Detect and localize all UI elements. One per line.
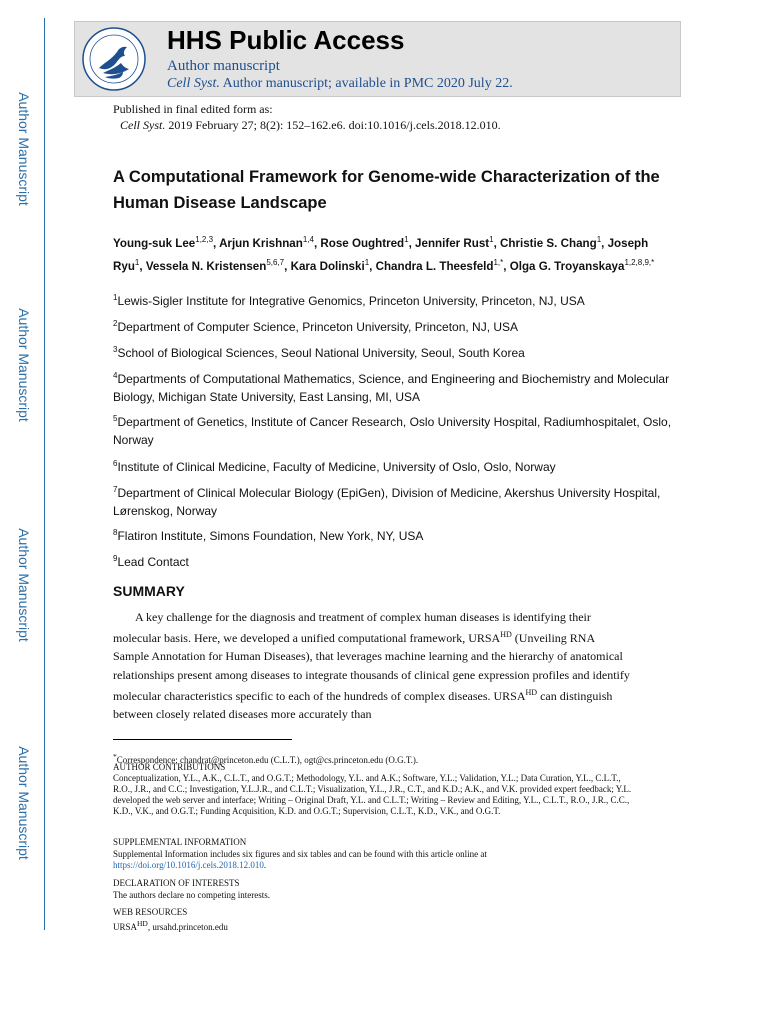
published-info: Published in final edited form as: Cell Syst. 2019 February 27; 8(2): 152–162.e6. doi:10.1016/j.cels.2018.12.010. <box>113 102 501 132</box>
author-name: Joseph Ryu <box>113 236 649 273</box>
author-name: Arjun Krishnan <box>219 236 303 250</box>
summary-heading: SUMMARY <box>113 583 185 599</box>
affiliation-8: $^8$Flatiron Institute, Simons Foundation, New York, NY, USA <box>113 528 424 543</box>
author-affiliation-marker: 5,6,7 <box>266 257 285 267</box>
declaration-text: The authors declare no competing interests. <box>113 890 270 900</box>
author-name: Olga G. Troyanskaya <box>509 259 625 273</box>
footnote-divider <box>113 739 292 740</box>
author-affiliation-marker: 1 <box>134 257 140 267</box>
affiliation-9: $^9$Lead Contact <box>113 554 189 569</box>
affiliation-3: $^3$School of Biological Sciences, Seoul National University, Seoul, South Korea <box>113 345 525 360</box>
author-name: Kara Dolinski <box>290 259 365 273</box>
contributions-text: Conceptualization, Y.L., A.K., C.L.T., and O.G.T.; Methodology, Y.L. and A.K.; Software, Y.L.; Validation, Y.L.; Data Curation, Y.L., C.L.T., R.O., J.R., and C.C.; Investigation, Y.L.J.R., and C.L.T.; Visualization, Y.L., J.R., C.T., and K.D.; A.K., and V.K. provided expert feedback; Y.L. developed the web server and interface; Writing – Original Draft, Y.L. and C.L.T.; Writing – Review and Editing, Y.L., C.L.T., R.O., J.R., C.C., K.D., V.K., and O.G.T.; Funding Acquisition, K.D. and O.G.T.; Supervision, C.L.T., K.D., V.K., and O.G.T. <box>113 773 632 816</box>
author-name: Christie S. Chang <box>500 236 597 250</box>
hhs-title: HHS Public Access <box>167 25 405 55</box>
availability-citation: Cell Syst. Author manuscript; available in PMC 2020 July 22. <box>167 76 513 91</box>
author-list: Young-suk Lee$^{1,2,3}$, Arjun Krishnan$^{1,4}$, Rose Oughtred$^1$, Jennifer Rust$^1$, Christie S. Chang$^1$, Joseph Ryu$^1$, Vessela N. Kristensen$^{5,6,7}$, Kara Dolinski$^1$, Chandra L. Theesfeld$^{1,*}$, Olga G. Troyanskaya$^{1,2,8,9,*}$ <box>113 235 655 273</box>
author-name: Chandra L. Theesfeld <box>375 259 494 273</box>
author-affiliation-marker: 1,4 <box>302 235 314 244</box>
side-label-1: Author Manuscript <box>16 92 33 206</box>
affiliation-7: $^7$Department of Clinical Molecular Biology (EpiGen), Division of Medicine, Akershus University Hospital, Lørenskog, Norway <box>113 485 661 518</box>
author-affiliation-marker: 1 <box>596 235 602 244</box>
margin-rule <box>44 18 45 930</box>
article-title: A Computational Framework for Genome-wide Characterization of the Human Disease Landscape <box>113 168 660 212</box>
author-manuscript-label: Author manuscript <box>167 58 280 74</box>
author-affiliation-marker: 1,* <box>493 257 504 267</box>
correspondence-footnote: *Correspondence: chandrat@princeton.edu (C.L.T.), ogt@cs.princeton.edu (O.G.T.). <box>113 752 419 765</box>
hhs-header <box>74 21 681 97</box>
affiliation-6: $^6$Institute of Clinical Medicine, Faculty of Medicine, University of Oslo, Oslo, Norway <box>113 459 556 474</box>
author-affiliation-marker: 1,2,8,9,* <box>624 257 655 267</box>
web-resources-text: $URSA^{HD}$, ursahd.princeton.edu <box>113 919 228 932</box>
summary-text: A key challenge for the diagnosis and treatment of complex human diseases is identifying their molecular basis. Here, we developed a unified computational framework, $URSA^{HD}$ (Unveiling RNA Sample Annotation for Human Diseases), that leverages machine learning and the hierarchy of anatomical relationships present among diseases to integrate thousands of clinical gene expression profiles and identify molecular characteristics specific to each of the hundreds of complex diseases. $URSA^{HD}$ can distinguish between closely related diseases more accurately than <box>113 610 630 722</box>
affiliation-1: $^1$Lewis-Sigler Institute for Integrative Genomics, Princeton University, Princeton, NJ, USA <box>113 293 585 308</box>
author-affiliation-marker: 1 <box>404 235 409 244</box>
side-label-2: Author Manuscript <box>16 308 33 422</box>
affiliation-4: $^4$Departments of Computational Mathematics, Science, and Engineering and Biochemistry and Molecular Biology, Michigan State University, East Lansing, MI, USA <box>113 371 670 404</box>
declaration-heading: DECLARATION OF INTERESTS <box>113 878 240 888</box>
author-affiliation-marker: 1 <box>364 257 370 267</box>
author-name: Jennifer Rust <box>415 236 490 250</box>
side-label-3: Author Manuscript <box>16 528 33 642</box>
supplemental-text: Supplemental Information includes six figures and six tables and can be found with this article online at https://doi.org/10.1016/j.cels.2018.12.010. <box>113 849 487 870</box>
affiliation-5: $^5$Department of Genetics, Institute of Cancer Research, Oslo University Hospital, Radiumhospitalet, Oslo, Norway <box>113 414 672 447</box>
web-resources-heading: WEB RESOURCES <box>113 907 188 917</box>
supplemental-heading: SUPPLEMENTAL INFORMATION <box>113 837 247 847</box>
side-label-4: Author Manuscript <box>16 746 33 860</box>
contributions-heading: AUTHOR CONTRIBUTIONS <box>113 762 226 772</box>
author-affiliation-marker: 1,2,3 <box>195 235 214 244</box>
affiliation-2: $^2$Department of Computer Science, Princeton University, Princeton, NJ, USA <box>113 319 519 334</box>
hhs-eagle-logo-icon <box>81 26 147 92</box>
author-name: Rose Oughtred <box>320 236 405 250</box>
supplemental-doi-link[interactable]: https://doi.org/10.1016/j.cels.2018.12.010 <box>113 860 264 870</box>
author-name: Vessela N. Kristensen <box>145 259 267 273</box>
author-name: Young-suk Lee <box>113 236 196 250</box>
author-affiliation-marker: 1 <box>489 235 494 244</box>
